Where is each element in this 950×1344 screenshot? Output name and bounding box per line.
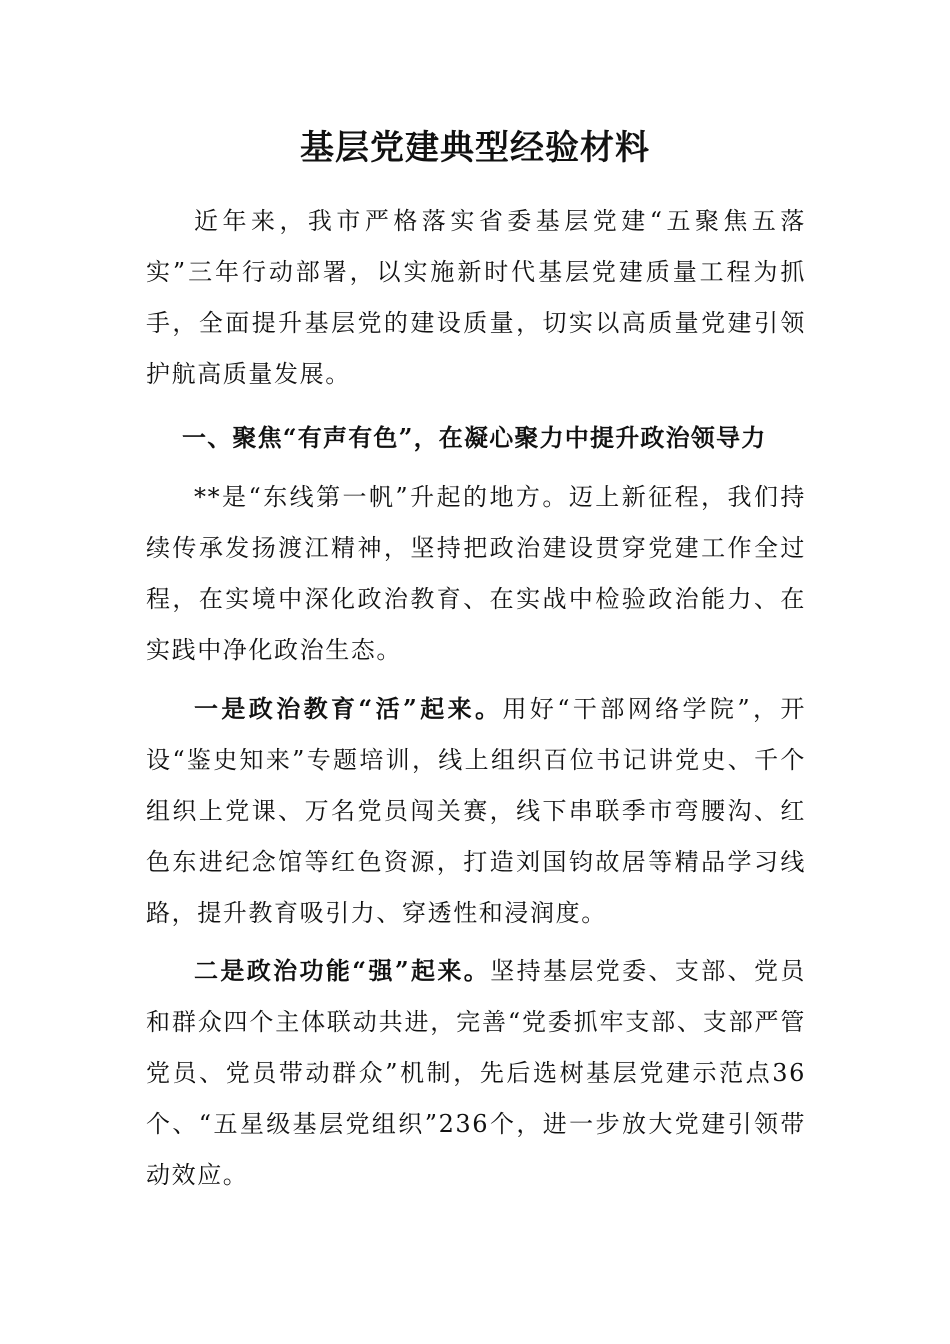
section-heading-1: 一、聚焦“有声有色”，在凝心聚力中提升政治领导力 — [182, 423, 767, 452]
point-1-body: 用好“干部网络学院”，开设“鉴史知来”专题培训，线上组织百位书记讲党史、千个组织上党课、万名党员闯关赛，线下串联季市弯腰沟、红色东进纪念馆等红色资源，打造刘国钧故居等精品学习线路，提升教育吸引力、穿透性和浸润度。 — [146, 695, 806, 927]
intro-paragraph: 近年来，我市严格落实省委基层党建“五聚焦五落实”三年行动部署，以实施新时代基层党建质量工程为抓手，全面提升基层党的建设质量，切实以高质量党建引领护航高质量发展。 — [146, 207, 806, 388]
point-1-lead: 一是政治教育“活”起来。 — [194, 694, 503, 723]
section-1-paragraph: **是“东线第一帆”升起的地方。迈上新征程，我们持续传承发扬渡江精神，坚持把政治建设贯穿党建工作全过程，在实境中深化政治教育、在实战中检验政治能力、在实践中净化政治生态。 — [146, 483, 806, 664]
point-2-lead: 二是政治功能“强”起来。 — [194, 956, 491, 985]
document-title: 基层党建典型经验材料 — [300, 128, 650, 168]
point-2-body: 坚持基层党委、支部、党员和群众四个主体联动共进，完善“党委抓牢支部、支部严管党员、党员带动群众”机制，先后选树基层党建示范点36个、“五星级基层党组织”236个，进一步放大党建引领带动效应。 — [146, 957, 807, 1189]
point-1-paragraph — [146, 683, 806, 939]
point-2-paragraph — [146, 945, 806, 1201]
